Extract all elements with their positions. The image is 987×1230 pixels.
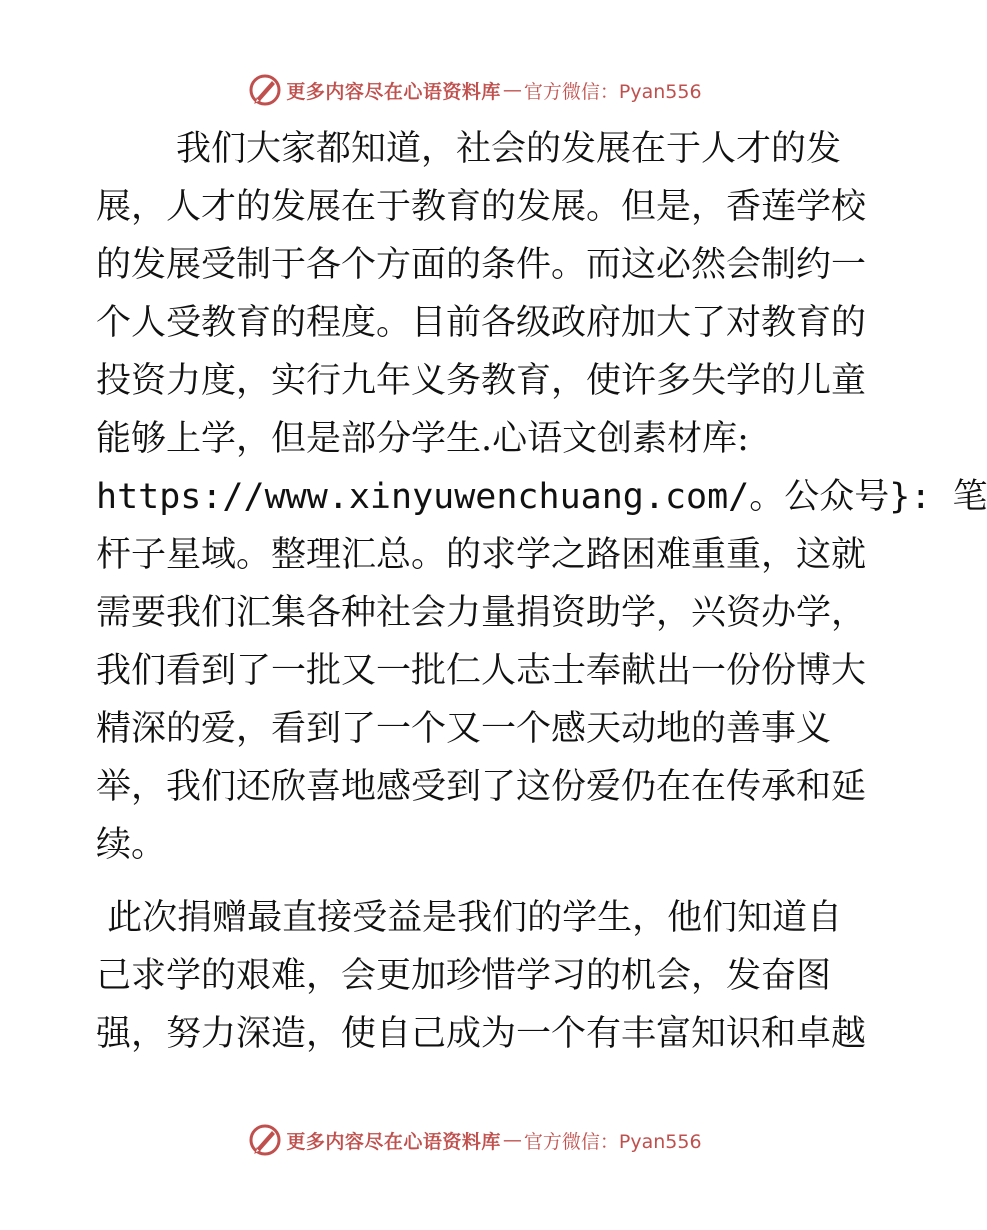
text-line: 需要我们汇集各种社会力量捐资助学，兴资办学， bbox=[96, 593, 867, 633]
text-line: 强，努力深造，使自己成为一个有丰富知识和卓越 bbox=[96, 1014, 867, 1054]
text-line: 续。 bbox=[96, 825, 167, 865]
text-line: 举，我们还欣喜地感受到了这份爱仍在在传承和延 bbox=[96, 767, 867, 807]
banner-wechat: 官方微信：Pyan556 bbox=[523, 1130, 702, 1153]
paragraph-1 bbox=[96, 120, 987, 874]
text-line: 能够上学，但是部分学生.心语文创素材库: bbox=[96, 419, 749, 459]
text-line: 个人受教育的程度。目前各级政府加大了对教育的 bbox=[96, 303, 867, 343]
pen-logo-icon bbox=[248, 73, 282, 107]
text-line: 的发展受制于各个方面的条件。而这必然会制约一 bbox=[96, 245, 867, 285]
text-line: 此次捐赠最直接受益是我们的学生，他们知道自 bbox=[96, 898, 843, 938]
text-line-url: https://www.xinyuwenchuang.com/。公众号}: 笔 bbox=[96, 477, 987, 517]
text-line: 展，人才的发展在于教育的发展。但是，香莲学校 bbox=[96, 187, 867, 227]
banner-title: 更多内容尽在心语资料库 bbox=[286, 80, 501, 103]
banner-separator: — bbox=[502, 79, 522, 101]
footer-banner bbox=[0, 1120, 950, 1160]
text-line: 我们看到了一批又一批仁人志士奉献出一份份博大 bbox=[96, 651, 867, 691]
pen-logo-icon bbox=[248, 1123, 282, 1157]
banner-wechat: 官方微信：Pyan556 bbox=[523, 80, 702, 103]
banner-title: 更多内容尽在心语资料库 bbox=[286, 1130, 501, 1153]
text-line: 己求学的艰难，会更加珍惜学习的机会，发奋图 bbox=[96, 956, 832, 996]
paragraph-gap bbox=[96, 874, 856, 889]
text-line: 我们大家都知道，社会的发展在于人才的发 bbox=[176, 129, 842, 169]
header-banner bbox=[0, 70, 950, 110]
paragraph-2 bbox=[96, 889, 867, 1063]
text-line: 精深的爱，看到了一个又一个感天动地的善事义 bbox=[96, 709, 832, 749]
document-body bbox=[96, 120, 987, 1063]
banner-separator: — bbox=[502, 1129, 522, 1151]
text-line: 杆子星域。整理汇总。的求学之路困难重重，这就 bbox=[96, 535, 867, 575]
text-line: 投资力度，实行九年义务教育，使许多失学的儿童 bbox=[96, 361, 867, 401]
